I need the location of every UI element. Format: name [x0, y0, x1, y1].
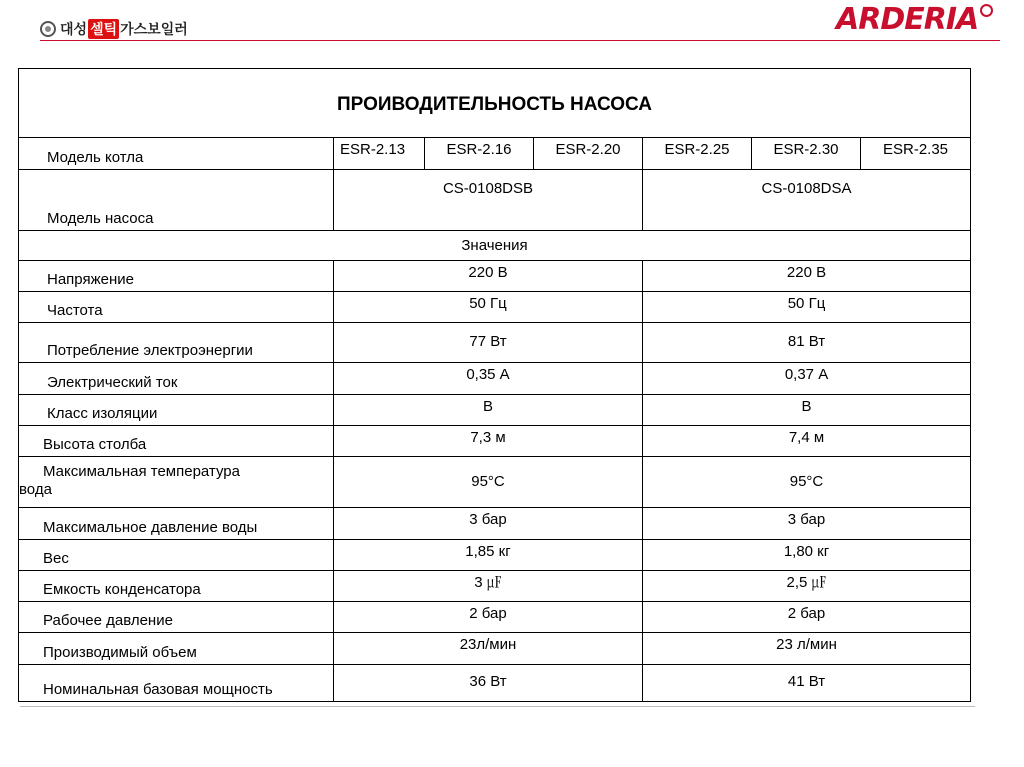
value-cell-dsa: 1,80 кг	[643, 540, 971, 571]
value-cell-dsa: 41 Вт	[643, 665, 971, 702]
value-cell-dsa: В	[643, 395, 971, 426]
param-label: Потребление электроэнергии	[19, 323, 334, 363]
boiler-model-label: Модель котла	[19, 138, 334, 170]
value-cell-dsa: 0,37 А	[643, 363, 971, 395]
value-cell-dsa: 2,5 ㎌	[643, 571, 971, 602]
value-cell-dsb: 95°C	[334, 457, 643, 508]
param-label: Производимый объем	[19, 633, 334, 665]
param-label	[19, 457, 334, 508]
param-label: Вес	[19, 540, 334, 571]
boiler-model-cell: ESR-2.30	[752, 138, 861, 170]
param-label: Емкость конденсатора	[19, 571, 334, 602]
value-cell-dsa: 220 В	[643, 261, 971, 292]
value-cell-dsb: 36 Вт	[334, 665, 643, 702]
arderia-logo	[836, 2, 993, 42]
pump-model-label: Модель насоса	[19, 170, 334, 231]
value-cell-dsb: 50 Гц	[334, 292, 643, 323]
param-label: Напряжение	[19, 261, 334, 292]
param-label: Максимальное давление воды	[19, 508, 334, 540]
boiler-model-cell: ESR-2.20	[534, 138, 643, 170]
value-cell-dsa: 7,4 м	[643, 426, 971, 457]
arderia-logo-text: ARDERIA	[836, 2, 979, 37]
header-divider	[40, 40, 1000, 41]
value-cell-dsb: 1,85 кг	[334, 540, 643, 571]
value-cell-dsb: В	[334, 395, 643, 426]
logo-text-3: 가스보일러	[120, 22, 188, 38]
pump-performance-table	[18, 68, 971, 702]
logo-text-1: 대성	[60, 22, 88, 38]
value-cell-dsb: 23л/мин	[334, 633, 643, 665]
param-label: Рабочее давление	[19, 602, 334, 633]
daesung-logo	[40, 18, 188, 40]
boiler-model-cell: ESR-2.25	[643, 138, 752, 170]
value-cell-dsb: 77 Вт	[334, 323, 643, 363]
value-cell-dsb: 3 бар	[334, 508, 643, 540]
logo-ring-icon	[980, 4, 993, 17]
value-cell-dsa: 3 бар	[643, 508, 971, 540]
pump-model-cell: CS-0108DSB	[334, 170, 643, 231]
boiler-model-cell: ESR-2.13	[334, 138, 425, 170]
param-label: Электрический ток	[19, 363, 334, 395]
param-label-line1: Максимальная температура	[43, 463, 240, 480]
param-label: Частота	[19, 292, 334, 323]
boiler-model-cell: ESR-2.35	[861, 138, 971, 170]
boiler-model-cell: ESR-2.16	[425, 138, 534, 170]
value-cell-dsb: 2 бар	[334, 602, 643, 633]
value-cell-dsb: 7,3 м	[334, 426, 643, 457]
param-label-line2: вода	[19, 481, 52, 498]
value-cell-dsb: 0,35 А	[334, 363, 643, 395]
value-cell-dsb: 220 В	[334, 261, 643, 292]
value-cell-dsa: 50 Гц	[643, 292, 971, 323]
value-cell-dsa: 95°C	[643, 457, 971, 508]
value-cell-dsa: 2 бар	[643, 602, 971, 633]
footer-divider	[20, 706, 975, 707]
value-cell-dsa: 23 л/мин	[643, 633, 971, 665]
value-cell-dsb: 3 ㎌	[334, 571, 643, 602]
param-label: Класс изоляции	[19, 395, 334, 426]
param-label: Номинальная базовая мощность	[19, 665, 334, 702]
pump-model-cell: CS-0108DSA	[643, 170, 971, 231]
values-header: Значения	[19, 231, 971, 261]
param-label: Высота столба	[19, 426, 334, 457]
logo-text-2: 셀틱	[88, 19, 119, 39]
value-cell-dsa: 81 Вт	[643, 323, 971, 363]
table-title: ПРОИВОДИТЕЛЬНОСТЬ НАСОСА	[19, 69, 971, 138]
daesung-mark-icon	[40, 21, 56, 37]
